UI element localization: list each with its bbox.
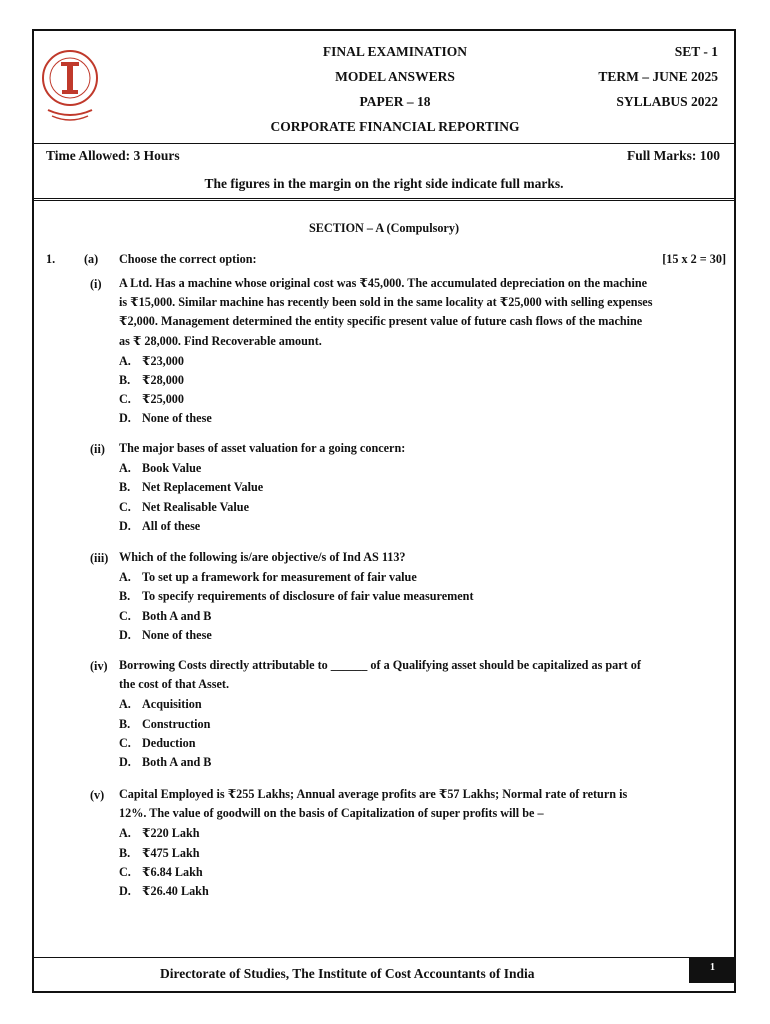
option-text: All of these [142, 518, 201, 533]
option-label: B. [119, 845, 131, 860]
option-label: C. [119, 864, 131, 879]
option-label: C. [119, 735, 131, 750]
item-text-line: is ₹15,000. Similar machine has recently been sold in the same locality at ₹25,000 with selling expenses [119, 295, 653, 310]
option-label: D. [119, 411, 131, 426]
item-number: (iii) [90, 551, 109, 565]
option-text: Acquisition [142, 697, 202, 712]
header-divider [32, 143, 736, 144]
footer-divider [32, 957, 736, 958]
option-label: C. [119, 392, 131, 407]
option-item [119, 392, 184, 407]
section-divider [32, 198, 736, 201]
option-text: ₹26.40 Lakh [142, 884, 209, 898]
full-marks: Full Marks: 100 [627, 148, 720, 163]
item-text-line: as ₹ 28,000. Find Recoverable amount. [119, 333, 322, 348]
option-item [119, 411, 212, 426]
option-text: ₹220 Lakh [142, 826, 200, 841]
option-label: D. [119, 884, 131, 898]
option-item [119, 589, 474, 604]
option-text: Construction [142, 716, 211, 731]
option-item [119, 373, 184, 388]
option-item [119, 519, 200, 534]
option-item [119, 500, 249, 515]
option-text: To specify requirements of disclosure of fair value measurement [142, 589, 474, 604]
option-text: ₹28,000 [142, 373, 184, 387]
marks-note: The figures in the margin on the right side indicate full marks. [204, 176, 564, 191]
option-label: B. [119, 480, 131, 495]
option-text: ₹475 Lakh [142, 845, 200, 860]
model-answers-title: MODEL ANSWERS [335, 69, 455, 84]
item-text-line: A Ltd. Has a machine whose original cost was ₹45,000. The accumulated depreciation on the machine [119, 276, 648, 290]
exam-title: FINAL EXAMINATION [322, 44, 468, 59]
option-item [119, 570, 417, 585]
option-text: Both A and B [142, 608, 212, 623]
option-text: To set up a framework for measurement of fair value [142, 570, 417, 585]
option-item [119, 697, 202, 712]
option-label: A. [119, 570, 131, 585]
item-number: (ii) [90, 442, 105, 456]
option-text: None of these [142, 411, 212, 426]
option-item [119, 480, 263, 495]
option-text: Net Realisable Value [142, 499, 249, 514]
option-label: A. [119, 697, 131, 712]
term-label: TERM – JUNE 2025 [598, 69, 718, 84]
paper-number: PAPER – 18 [359, 94, 431, 109]
option-text: Book Value [142, 461, 202, 476]
option-item [119, 865, 203, 880]
option-text: None of these [142, 627, 212, 642]
option-text: ₹25,000 [142, 392, 184, 407]
option-item [119, 884, 209, 899]
page-number: 1 [689, 957, 736, 983]
syllabus-label: SYLLABUS 2022 [616, 94, 718, 109]
item-text-line: Capital Employed is ₹255 Lakhs; Annual average profits are ₹57 Lakhs; Normal rate of return is [119, 787, 628, 801]
option-item [119, 628, 212, 643]
option-item [119, 755, 211, 770]
item-text-line: the cost of that Asset. [119, 677, 230, 692]
option-label: A. [119, 461, 131, 476]
item-text-line: The major bases of asset valuation for a going concern: [119, 441, 406, 455]
option-label: D. [119, 627, 131, 642]
option-item [119, 717, 210, 732]
footer-text: Directorate of Studies, The Institute of Cost Accountants of India [160, 966, 535, 981]
option-item [119, 826, 200, 841]
option-item [119, 846, 200, 861]
option-text: ₹6.84 Lakh [142, 864, 203, 879]
option-item [119, 354, 184, 369]
item-text-line: 12%. The value of goodwill on the basis of Capitalization of super profits will be – [119, 806, 544, 821]
option-label: C. [119, 499, 131, 514]
option-label: B. [119, 716, 131, 731]
institute-logo-icon [40, 40, 100, 126]
subject-title: CORPORATE FINANCIAL REPORTING [270, 119, 520, 134]
option-item [119, 609, 211, 624]
option-label: A. [119, 353, 131, 368]
option-text: Net Replacement Value [142, 480, 264, 495]
option-text: Both A and B [142, 755, 212, 769]
option-label: C. [119, 608, 131, 623]
item-number: (v) [90, 788, 105, 802]
option-text: Deduction [142, 735, 196, 750]
question-part: (a) [84, 252, 99, 266]
item-text-line: Borrowing Costs directly attributable to ______ of a Qualifying asset should be capitalized as part of [119, 658, 641, 672]
option-item [119, 461, 201, 476]
question-marks: [15 x 2 = 30] [662, 252, 726, 266]
section-title: SECTION – A (Compulsory) [309, 221, 459, 235]
option-text: ₹23,000 [142, 353, 184, 368]
option-label: D. [119, 518, 131, 533]
question-instruction: Choose the correct option: [119, 252, 257, 266]
item-number: (i) [90, 277, 102, 291]
time-allowed: Time Allowed: 3 Hours [46, 148, 180, 163]
option-label: A. [119, 826, 131, 841]
option-label: D. [119, 755, 131, 769]
option-label: B. [119, 589, 131, 604]
question-number: 1. [46, 252, 56, 266]
item-text-line: ₹2,000. Management determined the entity specific present value of future cash flows of the machine [119, 314, 643, 329]
item-text-line: Which of the following is/are objective/s of Ind AS 113? [119, 550, 406, 564]
set-label: SET - 1 [674, 44, 718, 59]
option-item [119, 736, 196, 751]
item-number: (iv) [90, 659, 108, 673]
option-label: B. [119, 373, 131, 387]
